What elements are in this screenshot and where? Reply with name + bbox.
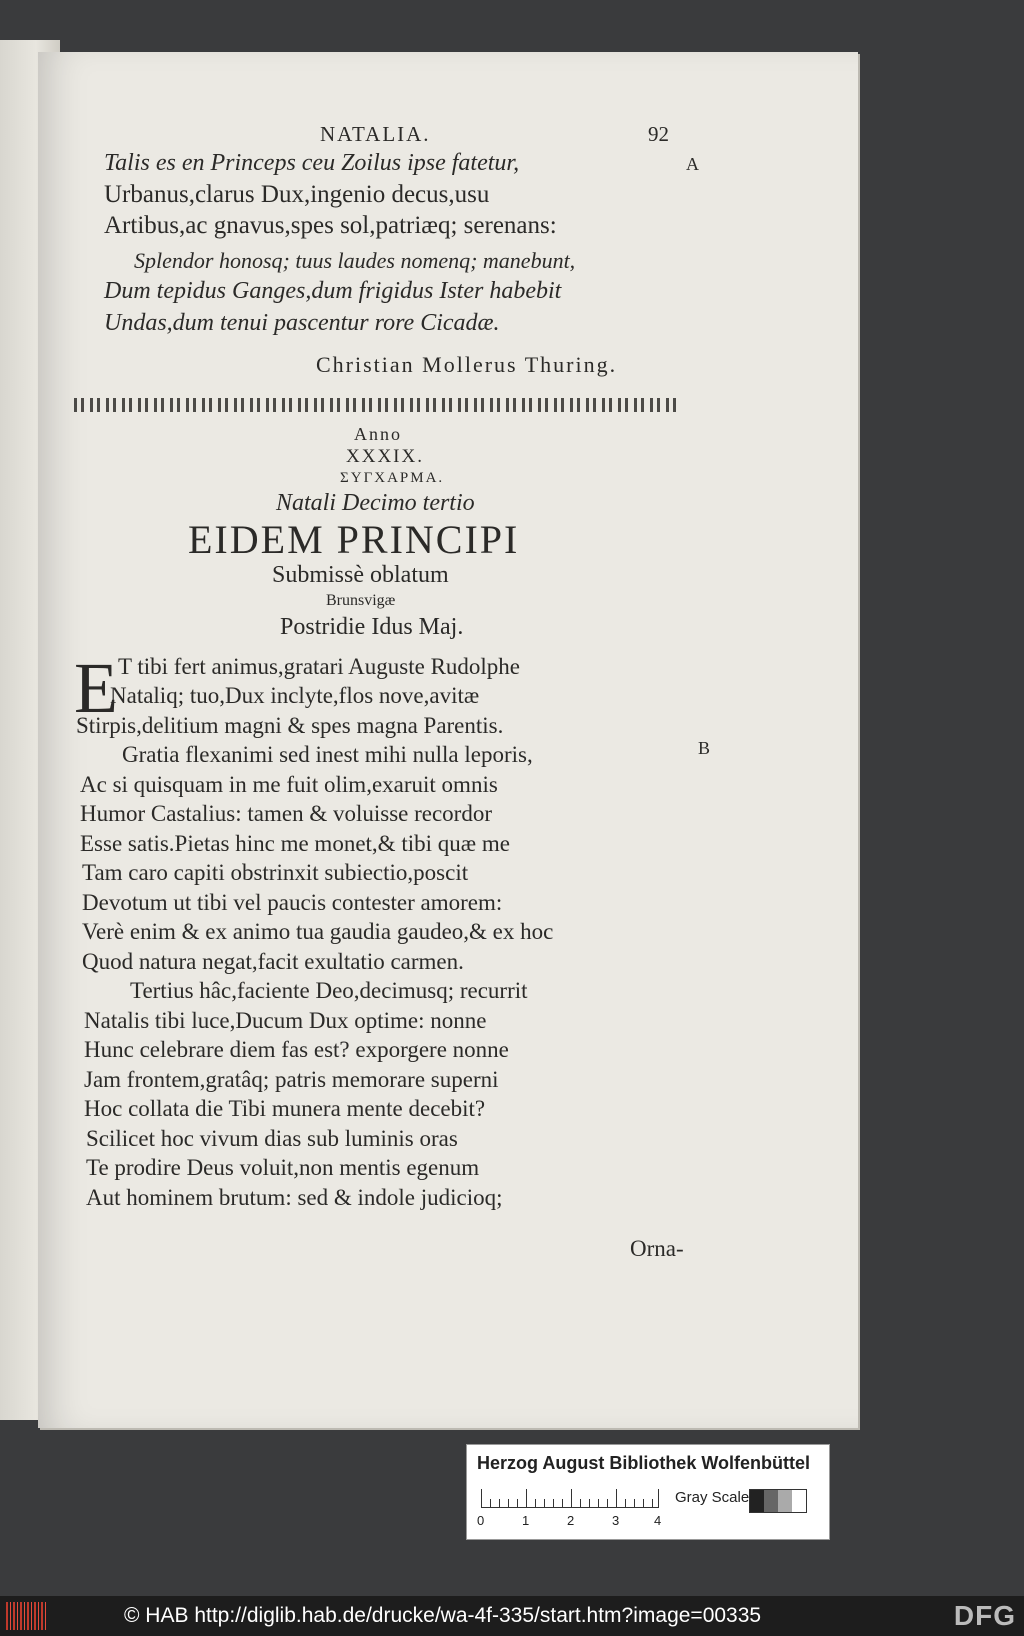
ruler-number: 0 xyxy=(477,1513,485,1528)
page-number: 92 xyxy=(648,122,669,146)
drop-cap: E xyxy=(74,648,118,728)
poem-2-line: Tertius hâc,faciente Deo,decimusq; recurrit xyxy=(130,978,528,1003)
dfg-logo: DFG xyxy=(953,1600,1016,1631)
heading-year: XXXIX. xyxy=(346,446,424,467)
poem-2-line: Hoc collata die Tibi munera mente decebit? xyxy=(84,1096,486,1121)
ruler-number: 1 xyxy=(522,1513,530,1528)
heading-postridie: Postridie Idus Maj. xyxy=(280,614,464,640)
poem-1-line: Splendor honosq; tuus laudes nomenq; manebunt, xyxy=(134,248,576,273)
poem-2-line: Hunc celebrare diem fas est? exporgere nonne xyxy=(84,1037,509,1062)
footer-credit[interactable]: © HAB http://diglib.hab.de/drucke/wa-4f-335/start.htm?image=00335 xyxy=(124,1604,762,1627)
poem-2-line: Te prodire Deus voluit,non mentis egenum xyxy=(86,1155,480,1180)
poem-2-line: Aut hominem brutum: sed & indole judicioq; xyxy=(86,1185,503,1210)
signature: Christian Mollerus Thuring. xyxy=(316,352,618,377)
poem-1-line: Dum tepidus Ganges,dum frigidus Ister habebit xyxy=(104,278,562,304)
heading-main: EIDEM PRINCIPI xyxy=(188,517,520,562)
heading-greek: ΣΥΓΧΑΡΜΑ. xyxy=(340,470,445,486)
poem-2-line: Jam frontem,gratâq; patris memorare superni xyxy=(84,1067,499,1092)
poem-2-line: Tam caro capiti obstrinxit subiectio,poscit xyxy=(82,860,469,885)
poem-2-line: Gratia flexanimi sed inest mihi nulla leporis, xyxy=(122,742,533,767)
hab-logo-icon xyxy=(6,1602,46,1630)
poem-2-line: Humor Castalius: tamen & voluisse recordor xyxy=(80,801,493,826)
poem-2-line: Verè enim & ex animo tua gaudia gaudeo,& ex hoc xyxy=(82,919,554,944)
ruler-number: 4 xyxy=(654,1513,662,1528)
margin-mark-b: B xyxy=(698,738,711,758)
ruler-number: 2 xyxy=(567,1513,575,1528)
margin-mark-a: A xyxy=(686,154,699,174)
poem-2-line: Devotum ut tibi vel paucis contester amorem: xyxy=(82,890,503,915)
running-title: NATALIA. xyxy=(320,122,431,146)
poem-2-line: Esse satis.Pietas hinc me monet,& tibi quæ me xyxy=(80,831,510,856)
heading-brunsvigae: Brunsvigæ xyxy=(326,592,396,609)
poem-1-line: Talis es en Princeps ceu Zoilus ipse fatetur, xyxy=(104,150,520,176)
ruler-number: 3 xyxy=(612,1513,620,1528)
ornament-rule xyxy=(74,398,679,412)
poem-2-line: Natalis tibi luce,Ducum Dux optime: nonne xyxy=(84,1008,487,1033)
library-name: Herzog August Bibliothek Wolfenbüttel xyxy=(477,1453,810,1473)
catchword: Orna- xyxy=(630,1236,684,1261)
poem-2-line: Ac si quisquam in me fuit olim,exaruit omnis xyxy=(80,772,498,797)
gray-scale-swatch xyxy=(749,1489,807,1513)
poem-1-line: Artibus,ac gnavus,spes sol,patriæq; serenans: xyxy=(104,212,557,239)
library-label xyxy=(466,1444,830,1540)
poem-2-line: Quod natura negat,facit exultatio carmen. xyxy=(82,949,464,974)
poem-2-line: T tibi fert animus,gratari Auguste Rudolphe xyxy=(118,654,521,679)
heading-natali: Natali Decimo tertio xyxy=(276,490,475,516)
heading-anno: Anno xyxy=(354,424,402,444)
heading-submisse: Submissè oblatum xyxy=(272,562,449,588)
gray-scale-label: Gray Scale xyxy=(675,1489,750,1506)
ruler xyxy=(481,1485,659,1508)
footer-bar xyxy=(0,1596,1024,1636)
poem-2-line: Nataliq; tuo,Dux inclyte,flos nove,avitæ xyxy=(110,683,480,708)
poem-2-line: Stirpis,delitium magni & spes magna Parentis. xyxy=(76,713,504,738)
poem-1-line: Urbanus,clarus Dux,ingenio decus,usu xyxy=(104,181,490,208)
poem-2-line: Scilicet hoc vivum dias sub luminis oras xyxy=(86,1126,458,1151)
poem-1-line: Undas,dum tenui pascentur rore Cicadæ. xyxy=(104,310,500,336)
